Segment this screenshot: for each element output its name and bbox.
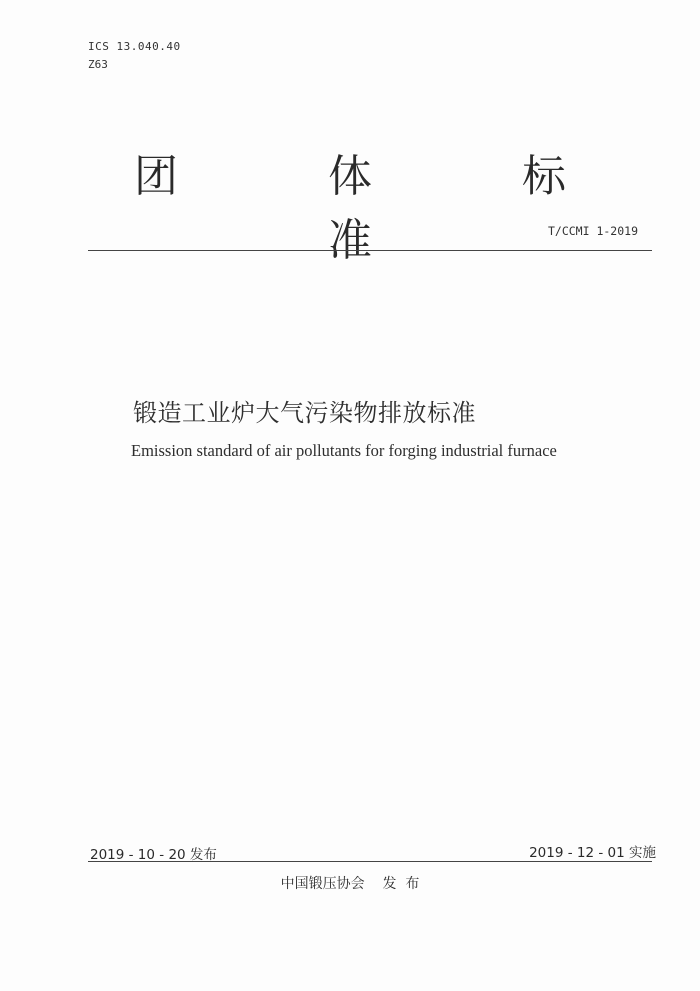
- implementation-date: 2019 - 12 - 01 实施: [529, 845, 656, 861]
- standard-code: T/CCMI 1-2019: [547, 224, 638, 238]
- ics-code: ICS 13.040.40: [88, 40, 181, 53]
- issue-date: 2019 - 10 - 20 发布: [90, 847, 217, 863]
- bottom-divider: [88, 861, 652, 862]
- standard-type-heading: 团 体 标 准: [134, 151, 634, 266]
- clc-code: Z63: [88, 58, 108, 71]
- title-english: Emission standard of air pollutants for forging industrial furnace: [131, 441, 557, 460]
- publisher: 中国锻压协会 发 布: [280, 876, 420, 892]
- title-chinese: 锻造工业炉大气污染物排放标准: [133, 399, 476, 427]
- top-divider: [88, 250, 652, 251]
